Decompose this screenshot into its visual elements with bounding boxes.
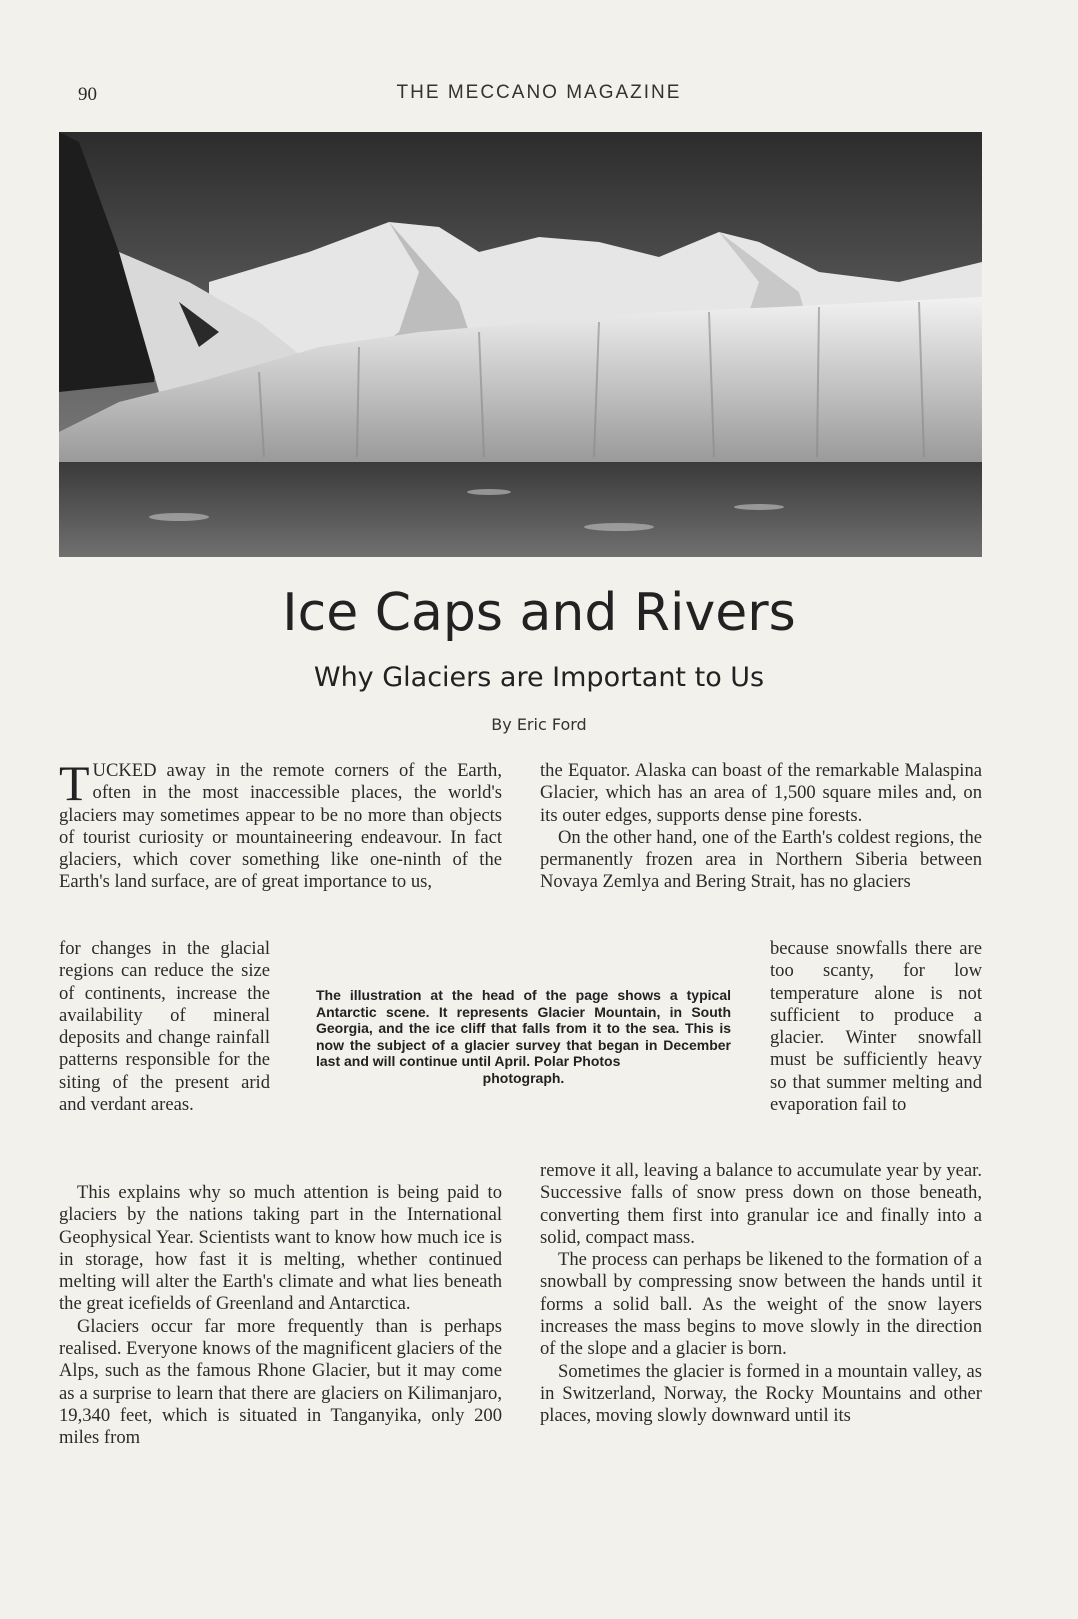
running-head: THE MECCANO MAGAZINE: [396, 82, 682, 103]
col1-lower: [59, 1182, 502, 1450]
col2-lower: [540, 1160, 982, 1428]
caption-text: The illustration at the head of the page shows a typical Antarctic scene. It represents Glacier Mountain, in South Georgia, and the ice cliff that falls from it to the sea. This is now the subject of a glacier survey that began in December last and will continue until April. Polar Photos: [316, 987, 731, 1069]
col2-narrow: [770, 938, 982, 1116]
glacier-photo: [59, 132, 982, 557]
glacier-photo-icon: [59, 132, 982, 557]
byline: By Eric Ford: [491, 715, 587, 734]
col1-p2: This explains why so much attention is being paid to glaciers by the nations taking part in the International Geophysical Year. Scientists want to know how much ice is in storage, how fast it is melting, whether continued melting will alter the Earth's climate and what lies beneath the great icefields of Greenland and Antarctica.: [59, 1182, 502, 1315]
article-title: Ice Caps and Rivers: [282, 583, 796, 643]
drop-cap: T: [59, 755, 90, 811]
col1-narrow: [59, 938, 270, 1116]
col1-p1-narrow: for changes in the glacial regions can reduce the size of continents, increase the availability of mineral deposits and change rainfall patterns responsible for the siting of the present arid and verdant areas.: [59, 938, 270, 1116]
col1-p3: Glaciers occur far more frequently than is perhaps realised. Everyone knows of the magnificent glaciers of the Alps, such as the famous Rhone Glacier, but it may come as a surprise to learn that there are glaciers on Kilimanjaro, 19,340 feet, which is situated in Tanganyika, only 200 miles from: [59, 1315, 502, 1449]
col2-p1: the Equator. Alaska can boast of the remarkable Malaspina Glacier, which has an area of 1,500 square miles and, on its outer edges, supports dense pine forests.: [540, 760, 982, 826]
col2-p2-start: On the other hand, one of the Earth's coldest regions, the permanently frozen area in Northern Siberia between Novaya Zemlya and Bering Strait, has no glaciers: [540, 826, 982, 893]
col1-intro: [59, 755, 502, 894]
col2-p4: Sometimes the glacier is formed in a mountain valley, as in Switzerland, Norway, the Rocky Mountains and other places, moving slowly downward until its: [540, 1360, 982, 1427]
col2-top: [540, 760, 982, 894]
page-number: 90: [78, 84, 97, 105]
col2-p3: The process can perhaps be likened to the formation of a snowball by compressing snow between the hands until it forms a solid ball. As the weight of the snow layers increases the mass begins to move slowly in the direction of the slope and a glacier is born.: [540, 1249, 982, 1360]
col2-p2-end: remove it all, leaving a balance to accumulate year by year. Successive falls of snow press down on those beneath, converting them first into granular ice and finally into a solid, compact mass.: [540, 1160, 982, 1248]
photo-caption: [316, 987, 731, 1086]
article-subtitle: Why Glaciers are Important to Us: [313, 662, 765, 693]
col2-p2-narrow: because snowfalls there are too scanty, for low temperature alone is not sufficient to produce a glacier. Winter snowfall must be sufficiently heavy so that summer melting and evaporation fail to: [770, 938, 982, 1116]
caption-last-line: photograph.: [482, 1069, 565, 1086]
col1-p1-start: UCKED away in the remote corners of the Earth, often in the most inaccessible places, the world's glaciers may sometimes appear to be no more than objects of tourist curiosity or mountaineering endeavour. In fact glaciers, which cover something like one-ninth of the Earth's land surface, are of great importance to us,: [59, 760, 502, 893]
